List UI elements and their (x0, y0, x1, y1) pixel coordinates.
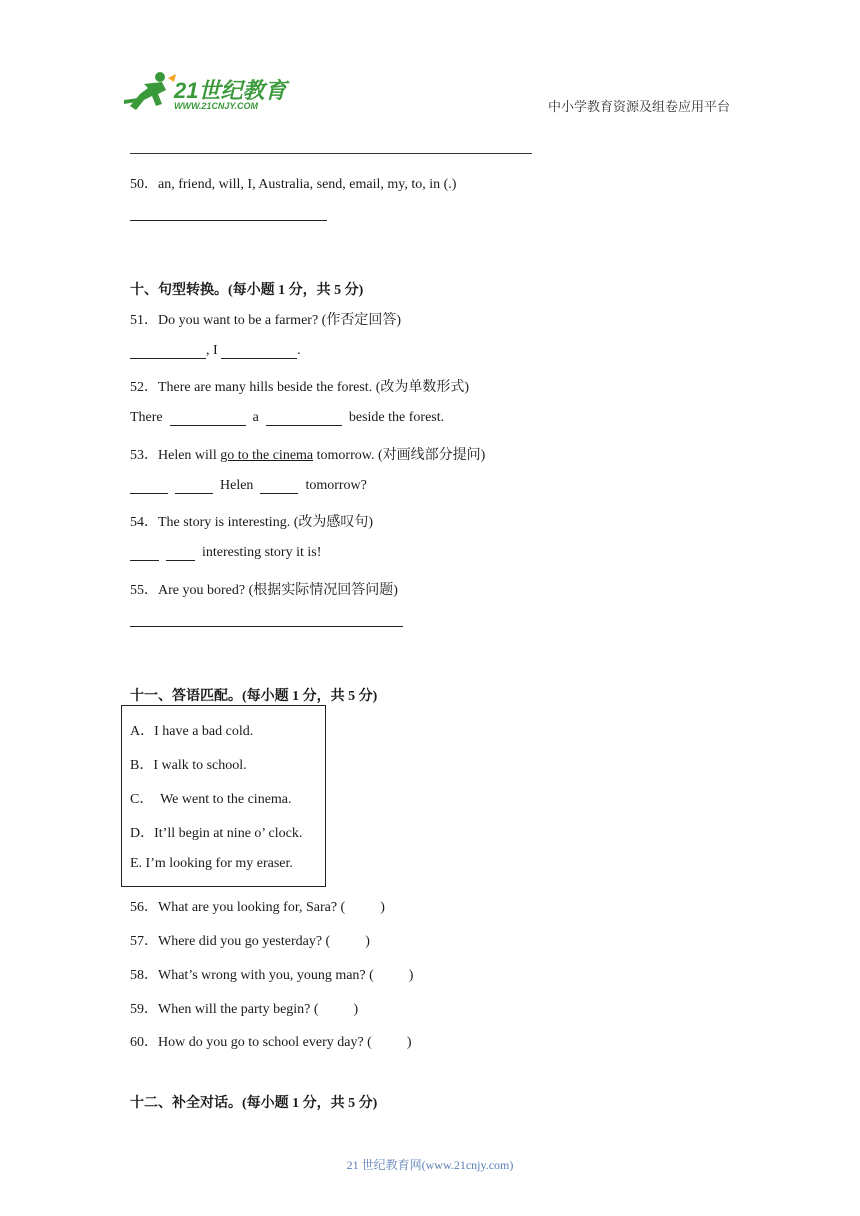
question-55: 55．Are you bored? (根据实际情况回答问题) (130, 583, 398, 598)
section-10-title: 十、句型转换。(每小题 1 分，共 5 分) (130, 283, 364, 298)
question-53: 53．Helen will go to the cinema tomorrow. (对画线部分提问) (130, 448, 486, 463)
logo-runner-icon (122, 70, 178, 114)
answer-52: There a beside the forest. (130, 410, 445, 425)
option-a: A．I have a bad cold. (130, 724, 254, 739)
logo-text: 21世纪教育 (174, 78, 287, 103)
blank (260, 479, 298, 494)
question-57: 57．Where did you go yesterday? ( ) (130, 934, 370, 949)
question-51: 51．Do you want to be a farmer? (作否定回答) (130, 313, 401, 328)
blank (266, 411, 342, 426)
question-56: 56．What are you looking for, Sara? ( ) (130, 900, 385, 915)
blank (170, 411, 246, 426)
answer-53: Helen tomorrow? (130, 478, 367, 494)
option-d: D．It’ll begin at nine o’ clock. (130, 826, 303, 841)
platform-name: 中小学教育资源及组卷应用平台 (547, 99, 730, 114)
footer-link[interactable]: 21 世纪教育网(www.21cnjy.com) (346, 1158, 514, 1172)
blank (166, 546, 195, 561)
blank (221, 344, 297, 359)
option-c: C． We went to the cinema. (130, 792, 292, 807)
answer-line-49 (130, 153, 532, 154)
answer-line-50 (130, 220, 327, 221)
answer-line-55 (130, 626, 403, 627)
answer-51: , I . (130, 343, 301, 359)
blank (175, 479, 213, 494)
answer-54: interesting story it is! (130, 545, 321, 561)
question-60: 60．How do you go to school every day? ( ) (130, 1035, 412, 1050)
blank (130, 546, 159, 561)
blank (130, 479, 168, 494)
underlined-phrase: go to the cinema (220, 448, 314, 463)
question-54: 54．The story is interesting. (改为感叹句) (130, 515, 374, 530)
question-58: 58．What’s wrong with you, young man? ( ) (130, 968, 414, 983)
question-52: 52．There are many hills beside the forest. (改为单数形式) (130, 380, 470, 395)
blank (130, 344, 206, 359)
option-e: E. I’m looking for my eraser. (130, 856, 293, 871)
section-11-title: 十一、答语匹配。(每小题 1 分，共 5 分) (130, 689, 378, 704)
section-12-title: 十二、补全对话。(每小题 1 分，共 5 分) (130, 1096, 378, 1111)
question-59: 59．When will the party begin? ( ) (130, 1002, 359, 1017)
option-b: B．I walk to school. (130, 758, 247, 773)
logo-url: WWW.21CNJY.COM (174, 101, 259, 111)
question-50: 50．an, friend, will, I, Australia, send, email, my, to, in (.) (130, 177, 457, 192)
